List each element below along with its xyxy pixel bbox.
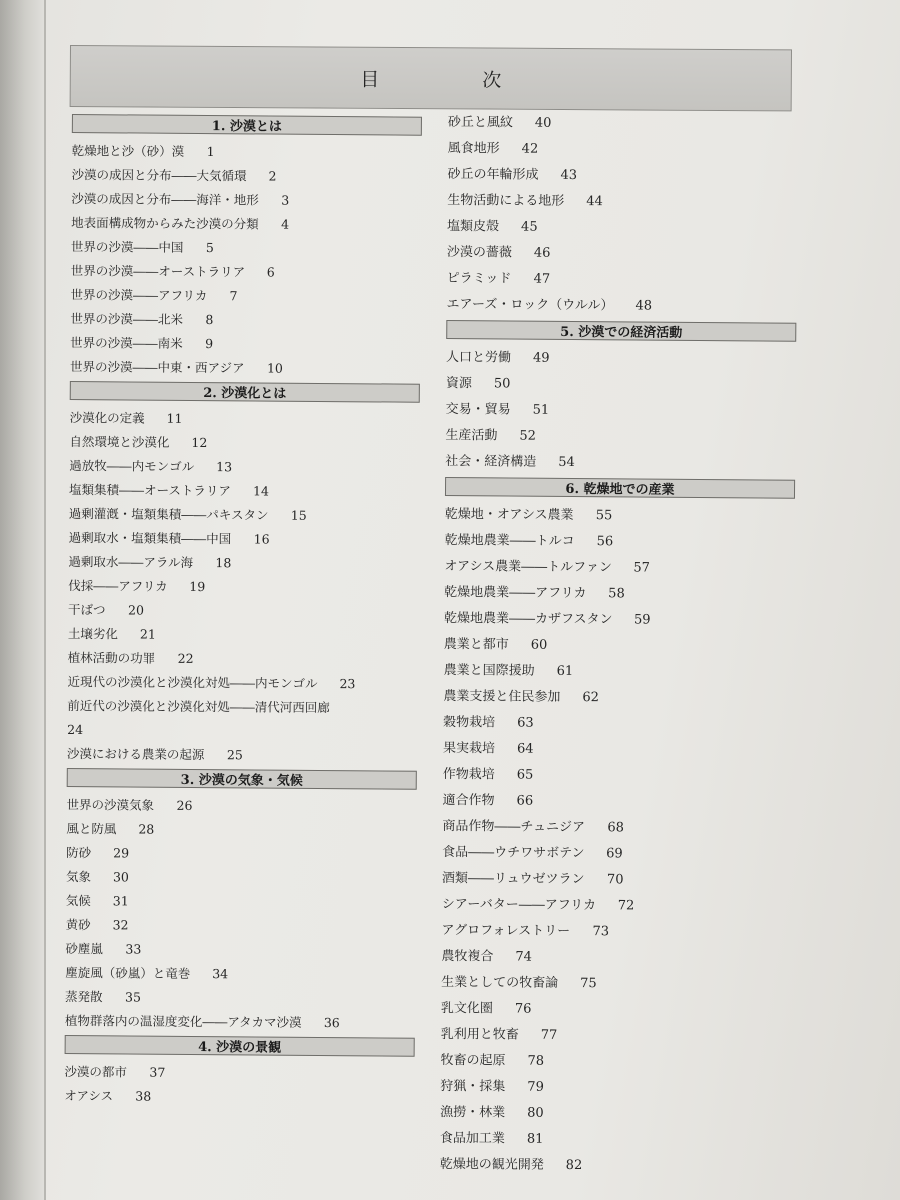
toc-entry[interactable] bbox=[66, 793, 416, 820]
toc-entry[interactable] bbox=[69, 430, 419, 457]
toc-entry-title: 食品――ウチワサボテン bbox=[442, 844, 585, 862]
toc-entry-page: 45 bbox=[521, 219, 538, 235]
toc-entry[interactable] bbox=[445, 423, 795, 452]
toc-entry[interactable] bbox=[65, 1009, 415, 1036]
toc-entry[interactable] bbox=[71, 211, 421, 238]
toc-entry-page: 8 bbox=[205, 312, 214, 328]
toc-entry-title: 食品加工業 bbox=[439, 1130, 505, 1147]
toc-entry-title: 世界の沙漠――中国 bbox=[70, 238, 184, 255]
toc-entry[interactable] bbox=[447, 162, 797, 191]
toc-entry-title: アグロフォレストリー bbox=[441, 922, 571, 939]
toc-entry-title: 農牧複合 bbox=[441, 948, 494, 965]
toc-entry[interactable] bbox=[67, 694, 417, 721]
toc-entry[interactable] bbox=[67, 742, 417, 769]
toc-entry-page: 14 bbox=[252, 483, 269, 499]
toc-entry-page: 50 bbox=[493, 376, 511, 392]
toc-entry[interactable] bbox=[69, 502, 419, 529]
toc-entry[interactable] bbox=[447, 188, 797, 217]
toc-entry-title: 農業支援と住民参加 bbox=[443, 688, 561, 705]
toc-entry-page: 43 bbox=[560, 167, 578, 184]
toc-entry[interactable] bbox=[446, 397, 796, 426]
toc-entry-page: 49 bbox=[532, 350, 550, 366]
toc-entry-title: 世界の沙漠――南米 bbox=[70, 334, 183, 351]
toc-entry-title: 防砂 bbox=[66, 844, 92, 861]
toc-entry-page: 73 bbox=[592, 924, 610, 940]
toc-entry-title: 砂塵嵐 bbox=[65, 940, 104, 957]
toc-entry[interactable] bbox=[441, 996, 791, 1025]
toc-entry[interactable] bbox=[443, 736, 793, 765]
toc-entry-page: 1 bbox=[206, 144, 215, 160]
toc-entry[interactable] bbox=[65, 937, 415, 964]
toc-entry-page: 37 bbox=[149, 1064, 166, 1080]
toc-entry-title: 漁撈・林業 bbox=[440, 1104, 506, 1121]
toc-entry[interactable] bbox=[440, 1126, 790, 1155]
toc-entry-title: オアシス農業――トルファン bbox=[444, 558, 612, 576]
toc-entry-page: 57 bbox=[633, 560, 651, 576]
toc-entry-title: 植林活動の功罪 bbox=[67, 649, 156, 666]
toc-entry-title: 世界の沙漠――アフリカ bbox=[70, 286, 208, 304]
toc-entry[interactable] bbox=[443, 710, 793, 739]
toc-entry-title: 沙漠化の定義 bbox=[69, 409, 145, 426]
toc-entry-title: 気候 bbox=[65, 892, 91, 909]
toc-entry[interactable] bbox=[66, 889, 416, 916]
toc-entry[interactable] bbox=[64, 1060, 414, 1087]
toc-entry[interactable] bbox=[440, 1074, 790, 1103]
toc-entry-title: 生物活動による地形 bbox=[447, 192, 565, 209]
toc-entry[interactable] bbox=[71, 259, 421, 286]
toc-entry-title: 人口と労働 bbox=[445, 349, 512, 366]
toc-entry-page: 55 bbox=[595, 508, 613, 524]
toc-entry-title: エアーズ・ロック（ウルル） bbox=[446, 296, 614, 314]
toc-entry[interactable] bbox=[71, 187, 421, 214]
toc-entry-title: 風食地形 bbox=[447, 140, 500, 157]
toc-entry[interactable] bbox=[447, 214, 797, 243]
toc-entry-page: 33 bbox=[125, 941, 142, 957]
toc-entry[interactable] bbox=[70, 331, 420, 358]
toc-entry-page: 60 bbox=[530, 637, 548, 653]
toc-entry-page: 16 bbox=[253, 531, 270, 547]
toc-entry-title: 生産活動 bbox=[445, 427, 498, 444]
toc-entry[interactable] bbox=[443, 762, 793, 791]
toc-entry-title: 世界の沙漠気象 bbox=[66, 796, 155, 813]
toc-entry[interactable] bbox=[448, 136, 798, 165]
section-heading: 2. 沙漠化とは bbox=[70, 381, 420, 403]
toc-entry-title: 蒸発散 bbox=[64, 988, 103, 1005]
toc-right-column bbox=[440, 110, 798, 1193]
toc-entry[interactable] bbox=[66, 865, 416, 892]
toc-entry[interactable] bbox=[70, 283, 420, 310]
toc-entry-page: 5 bbox=[205, 240, 214, 256]
toc-entry[interactable] bbox=[443, 658, 793, 687]
toc-entry-title: 塩類集積――オーストラリア bbox=[68, 481, 231, 499]
toc-entry-page: 68 bbox=[607, 820, 624, 836]
toc-entry-title: 乾燥地農業――カザフスタン bbox=[443, 610, 613, 628]
toc-entry[interactable] bbox=[67, 718, 417, 745]
toc-title: 目 次 bbox=[360, 68, 544, 92]
section-heading: 6. 乾燥地での産業 bbox=[445, 477, 795, 499]
toc-entry-page: 48 bbox=[635, 298, 653, 314]
toc-entry-title: 前近代の沙漠化と沙漠化対処――清代河西回廊 bbox=[67, 697, 330, 716]
toc-entry-page: 46 bbox=[533, 245, 551, 261]
toc-entry[interactable] bbox=[446, 371, 796, 400]
toc-entry-title: 土壌劣化 bbox=[67, 625, 118, 642]
toc-entry[interactable] bbox=[442, 866, 792, 895]
toc-entry-page: 47 bbox=[533, 271, 551, 287]
toc-entry[interactable] bbox=[64, 1084, 414, 1111]
toc-entry-title: ピラミッド bbox=[446, 270, 512, 287]
toc-entry-title: シアーバター――アフリカ bbox=[441, 896, 597, 914]
section-heading: 1. 沙漠とは bbox=[72, 114, 422, 136]
toc-entry-title: 生業としての牧畜論 bbox=[441, 974, 559, 991]
toc-entry-title: 干ばつ bbox=[68, 601, 106, 618]
toc-entry[interactable] bbox=[446, 292, 796, 321]
toc-entry-title: 過放牧――内モンゴル bbox=[69, 457, 195, 474]
toc-entry-page: 77 bbox=[540, 1027, 558, 1043]
toc-entry[interactable] bbox=[443, 684, 793, 713]
toc-entry-title: 酒類――リュウゼツラン bbox=[441, 870, 585, 888]
toc-entry-page: 65 bbox=[516, 767, 534, 783]
toc-entry-page: 66 bbox=[516, 793, 534, 809]
toc-entry[interactable] bbox=[445, 528, 795, 557]
toc-entry-title: 沙漠の薔薇 bbox=[446, 244, 512, 261]
toc-entry-title: 牧畜の起原 bbox=[440, 1052, 506, 1069]
toc-entry-page: 54 bbox=[558, 454, 575, 471]
toc-entry[interactable] bbox=[442, 892, 792, 921]
toc-entry-title: 自然環境と沙漠化 bbox=[69, 433, 170, 450]
toc-entry[interactable] bbox=[65, 961, 415, 988]
toc-entry[interactable] bbox=[66, 817, 416, 844]
toc-entry-title: 農業と都市 bbox=[443, 636, 509, 653]
toc-entry-page: 30 bbox=[112, 869, 129, 885]
toc-entry-title: 乾燥地・オアシス農業 bbox=[444, 506, 574, 523]
toc-entry-title: 狩猟・採集 bbox=[440, 1078, 506, 1095]
toc-entry-page: 15 bbox=[290, 507, 307, 523]
toc-entry-title: 乳文化圏 bbox=[440, 1000, 494, 1017]
toc-entry-title: 風と防風 bbox=[66, 820, 117, 837]
section-heading: 4. 沙漠の景観 bbox=[65, 1035, 415, 1057]
toc-entry-title: 過剰取水――アラル海 bbox=[68, 553, 194, 570]
toc-entry-title: 社会・経済構造 bbox=[445, 453, 537, 470]
toc-entry[interactable] bbox=[70, 355, 420, 382]
toc-entry-page: 40 bbox=[534, 115, 552, 131]
toc-entry-page: 3 bbox=[281, 192, 290, 208]
toc-entry-page: 34 bbox=[212, 966, 229, 982]
toc-title-bar bbox=[70, 45, 792, 111]
toc-entry-page: 42 bbox=[521, 141, 539, 157]
toc-entry-page: 28 bbox=[138, 821, 155, 837]
toc-entry-page: 75 bbox=[580, 976, 597, 992]
toc-entry-page: 79 bbox=[527, 1079, 544, 1095]
toc-entry[interactable] bbox=[445, 502, 795, 531]
toc-entry-page: 19 bbox=[189, 578, 206, 595]
toc-entry-page: 23 bbox=[339, 676, 356, 692]
toc-entry-title: 黄砂 bbox=[65, 916, 91, 933]
toc-entry-title: 果実栽培 bbox=[442, 740, 496, 757]
toc-entry-title: 伐採――アフリカ bbox=[68, 577, 168, 594]
toc-entry-page: 64 bbox=[516, 741, 534, 757]
toc-entry[interactable] bbox=[448, 110, 798, 139]
toc-entry[interactable] bbox=[442, 814, 792, 843]
toc-entry[interactable] bbox=[71, 235, 421, 262]
toc-entry-page: 59 bbox=[633, 612, 651, 628]
section-heading: 3. 沙漠の気象・気候 bbox=[67, 768, 417, 790]
toc-entry-page: 32 bbox=[112, 917, 129, 933]
toc-entry[interactable] bbox=[444, 632, 794, 661]
toc-entry-title: 沙漠の都市 bbox=[64, 1063, 128, 1080]
toc-entry-page: 4 bbox=[281, 216, 290, 232]
toc-entry-title: 世界の沙漠――オーストラリア bbox=[70, 262, 246, 280]
toc-entry-page: 10 bbox=[266, 360, 283, 376]
toc-entry-title: 乾燥地農業――アフリカ bbox=[444, 584, 587, 602]
toc-entry-page: 58 bbox=[608, 586, 625, 602]
toc-entry-page: 36 bbox=[323, 1015, 340, 1031]
toc-entry-title: 近現代の沙漠化と沙漠化対処――内モンゴル bbox=[67, 673, 318, 691]
toc-entry[interactable] bbox=[67, 670, 417, 697]
toc-entry-page: 78 bbox=[527, 1053, 545, 1069]
toc-entry[interactable] bbox=[441, 970, 791, 999]
toc-entry-page: 81 bbox=[526, 1131, 544, 1147]
toc-entry-title: 砂丘と風紋 bbox=[447, 114, 513, 131]
toc-entry[interactable] bbox=[68, 622, 418, 649]
toc-entry[interactable] bbox=[440, 1152, 790, 1181]
toc-entry-title: 資源 bbox=[445, 375, 472, 392]
toc-entry-title: 農業と国際援助 bbox=[443, 662, 535, 679]
toc-entry[interactable] bbox=[68, 574, 418, 601]
toc-entry-title: 穀物栽培 bbox=[443, 714, 496, 731]
toc-entry[interactable] bbox=[442, 840, 792, 869]
toc-entry[interactable] bbox=[66, 841, 416, 868]
toc-entry[interactable] bbox=[444, 580, 794, 609]
toc-entry-page: 70 bbox=[606, 872, 624, 888]
toc-entry[interactable] bbox=[441, 944, 791, 973]
toc-entry[interactable] bbox=[68, 646, 418, 673]
toc-entry[interactable] bbox=[69, 478, 419, 505]
toc-entry-page: 9 bbox=[205, 336, 214, 352]
toc-entry[interactable] bbox=[441, 1022, 791, 1051]
toc-entry-page: 38 bbox=[135, 1088, 152, 1104]
toc-entry-title: 砂丘の年輪形成 bbox=[447, 166, 539, 183]
toc-entry-title: 交易・貿易 bbox=[445, 401, 511, 418]
toc-entry-title: 沙漠における農業の起源 bbox=[66, 745, 205, 763]
toc-entry-page: 62 bbox=[582, 690, 599, 706]
toc-entry-page: 2 bbox=[268, 168, 277, 184]
toc-entry-page: 35 bbox=[124, 989, 142, 1005]
toc-entry[interactable] bbox=[69, 454, 419, 481]
toc-entry-page: 82 bbox=[565, 1157, 583, 1174]
toc-entry-page: 80 bbox=[527, 1105, 544, 1121]
toc-entry-title: 世界の沙漠――北米 bbox=[70, 310, 183, 327]
toc-entry[interactable] bbox=[441, 918, 791, 947]
toc-entry-page: 18 bbox=[215, 555, 232, 571]
toc-entry-page: 29 bbox=[113, 845, 130, 861]
toc-entry[interactable] bbox=[70, 307, 420, 334]
toc-entry[interactable] bbox=[68, 550, 418, 577]
toc-entry[interactable] bbox=[69, 526, 419, 553]
toc-entry-title: 過剰灌漑・塩類集積――パキスタン bbox=[68, 505, 269, 523]
toc-entry-title: 地表面構成物からみた沙漠の分類 bbox=[71, 214, 259, 232]
toc-entry-title: 沙漠の成因と分布――大気循環 bbox=[71, 166, 247, 184]
toc-entry-page: 76 bbox=[514, 1001, 532, 1017]
toc-entry-page: 69 bbox=[606, 846, 623, 862]
toc-entry[interactable] bbox=[444, 606, 794, 635]
toc-entry[interactable] bbox=[70, 406, 420, 433]
toc-entry-title: 植物群落内の温湿度変化――アタカマ沙漠 bbox=[64, 1012, 302, 1030]
toc-entry-page: 72 bbox=[617, 898, 635, 914]
toc-entry-page: 26 bbox=[176, 797, 193, 813]
toc-entry-title: 乾燥地の観光開発 bbox=[439, 1156, 544, 1173]
toc-entry[interactable] bbox=[444, 554, 794, 583]
toc-entry-page: 13 bbox=[216, 459, 233, 475]
toc-entry-page: 24 bbox=[67, 721, 84, 738]
toc-entry[interactable] bbox=[66, 913, 416, 940]
toc-entry-title: 沙漠の成因と分布――海洋・地形 bbox=[71, 190, 259, 208]
toc-entry-title: 過剰取水・塩類集積――中国 bbox=[68, 529, 232, 547]
toc-entry[interactable] bbox=[72, 139, 422, 166]
toc-entry[interactable] bbox=[445, 449, 795, 478]
toc-entry[interactable] bbox=[440, 1100, 790, 1129]
toc-entry-page: 25 bbox=[226, 747, 243, 763]
toc-entry-page: 12 bbox=[191, 434, 208, 451]
toc-entry-page: 51 bbox=[532, 402, 550, 418]
toc-entry-title: 乾燥地と沙（砂）漠 bbox=[71, 142, 185, 159]
toc-entry[interactable] bbox=[65, 985, 415, 1012]
toc-entry-page: 22 bbox=[177, 650, 194, 666]
toc-entry[interactable] bbox=[442, 788, 792, 817]
toc-entry-page: 52 bbox=[519, 428, 537, 444]
toc-entry-title: 適合作物 bbox=[442, 792, 495, 809]
toc-entry[interactable] bbox=[447, 240, 797, 269]
toc-entry-page: 61 bbox=[556, 663, 574, 679]
toc-entry[interactable] bbox=[446, 345, 796, 374]
toc-entry-title: 塩類皮殻 bbox=[447, 218, 500, 235]
toc-entry[interactable] bbox=[68, 598, 418, 625]
toc-entry-page: 21 bbox=[139, 626, 156, 642]
toc-entry-page: 20 bbox=[128, 602, 145, 618]
toc-entry[interactable] bbox=[447, 266, 797, 295]
toc-entry-page: 11 bbox=[166, 410, 183, 426]
book-spine bbox=[0, 0, 46, 1200]
toc-entry-page: 31 bbox=[112, 893, 129, 909]
toc-entry-title: 塵旋風（砂嵐）と竜巻 bbox=[65, 964, 191, 981]
section-heading: 5. 沙漠での経済活動 bbox=[446, 320, 796, 342]
toc-entry[interactable] bbox=[71, 163, 421, 190]
toc-entry-page: 6 bbox=[266, 264, 275, 280]
toc-entry-title: 作物栽培 bbox=[442, 766, 495, 783]
toc-entry-page: 56 bbox=[596, 534, 614, 550]
toc-entry[interactable] bbox=[440, 1048, 790, 1077]
toc-left-column bbox=[64, 112, 422, 1195]
toc-entry-title: 気象 bbox=[65, 868, 92, 885]
toc-entry-page: 63 bbox=[517, 715, 534, 731]
toc-entry-page: 74 bbox=[515, 949, 532, 965]
toc-entry-title: 商品作物――チュニジア bbox=[442, 818, 586, 836]
toc-entry-title: 世界の沙漠――中東・西アジア bbox=[69, 358, 245, 376]
toc-entry-title: 乾燥地農業――トルコ bbox=[444, 532, 575, 550]
toc-entry-page: 44 bbox=[586, 194, 603, 210]
toc-entry-page: 7 bbox=[229, 288, 238, 304]
toc-entry-title: オアシス bbox=[64, 1087, 114, 1104]
toc-entry-title: 乳利用と牧畜 bbox=[440, 1026, 519, 1043]
